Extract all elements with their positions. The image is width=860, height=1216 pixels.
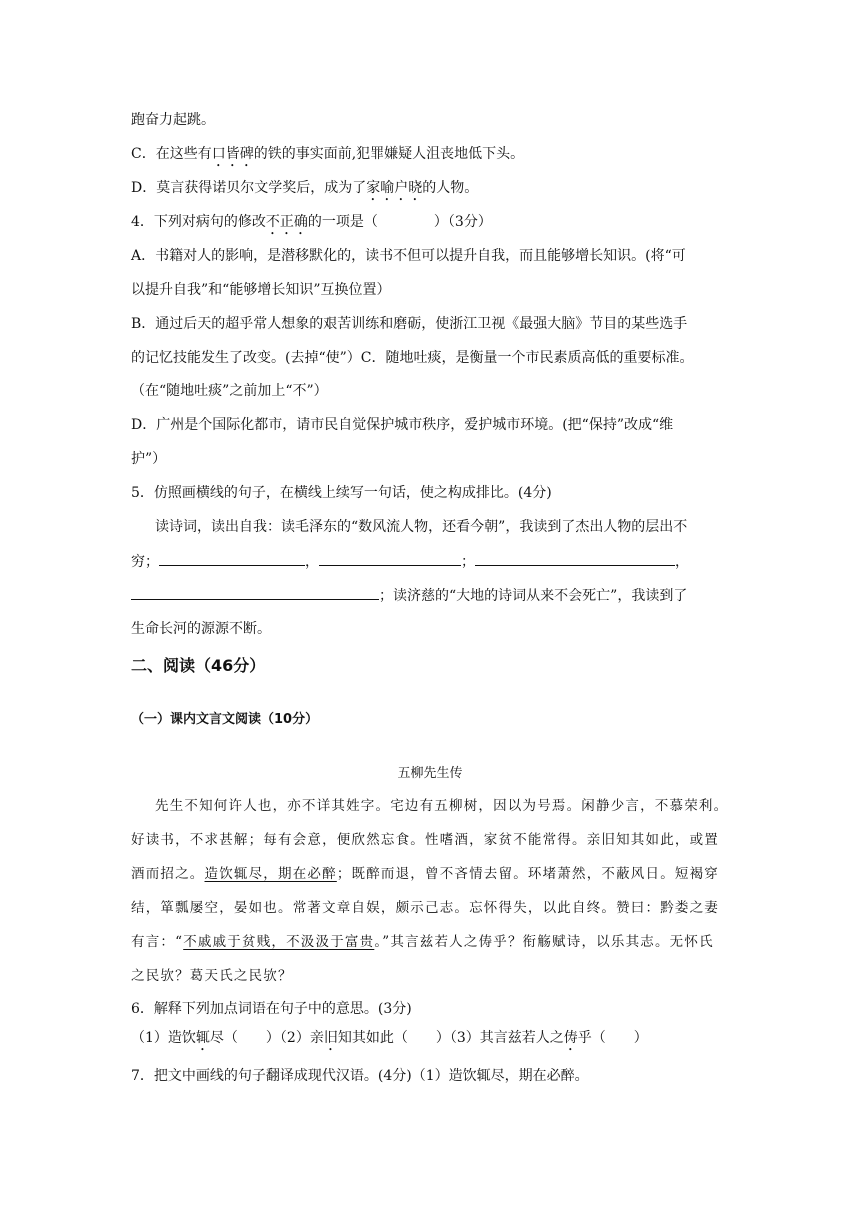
- passage-text: 有言：“: [131, 934, 184, 950]
- q6-dotted-word-1: 辄: [195, 1030, 210, 1046]
- passage-line: 先生不知何许人也，亦不详其姓字。宅边有五柳树，因以为号焉。闲静少言，不慕荣利。: [155, 798, 729, 814]
- q3-d-dotted-word: 家喻户晓: [366, 180, 423, 196]
- q4-option-c-line: （在“随地吐痰”之前加上“不”）: [131, 383, 328, 399]
- passage-text: 酒而招之。: [131, 866, 205, 882]
- passage-text: 。”其言兹若人之俦乎？衔觞赋诗，以乐其志。无怀氏: [374, 934, 714, 950]
- q7-stem: 7．把文中画线的句子翻译成现代汉语。(4分)（1）造饮辄尽，期在必醉。: [131, 1068, 589, 1084]
- q3-d-text: D．莫言获得诺贝尔文学奖后，成为了: [131, 180, 367, 196]
- q3-option-d: [131, 178, 731, 204]
- passage-line: 之民欤？葛天氏之民欤？: [131, 968, 293, 984]
- q5-stem: 5．仿照画横线的句子，在横线上续写一句话，使之构成排比。(4分): [131, 485, 552, 501]
- q6-dotted-word-2: 旧: [323, 1030, 338, 1046]
- q5-paragraph-line1: 读诗词，读出自我：读毛泽东的“数风流人物，还看今朝”，我读到了杰出人物的层出不: [155, 519, 688, 535]
- passage-text: ；既醉而退，曾不吝情去留。环堵萧然，不蔽风日。短褐穿: [336, 866, 720, 882]
- q4-stem-text-end: 的一项是（ ）（3分）: [307, 214, 492, 230]
- q5-paragraph-line3: [131, 585, 731, 606]
- q3-c-dotted-word: 口皆碑: [211, 146, 254, 162]
- passage-line: [131, 932, 731, 952]
- q4-stem-dotted-word: 不正确: [265, 214, 308, 230]
- q4-option-b-line1: B．通过后天的超乎常人想象的艰苦训练和磨砺，使浙江卫视《最强大脑》节目的某些选手: [131, 316, 688, 332]
- q4-option-d-line1: D．广州是个国际化都市，请市民自觉保护城市秩序，爱护城市环境。(把“保持”改成“维: [131, 417, 674, 433]
- passage-line: 好读书，不求甚解；每有会意，便欣然忘食。性嗜酒，家贫不能常得。亲旧知其如此，或置: [131, 832, 719, 848]
- q6-stem: 6．解释下列加点词语在句子中的意思。(3分): [131, 1001, 412, 1017]
- q4-stem-text: 4．下列对病句的修改: [131, 214, 266, 230]
- answer-blank-3[interactable]: [475, 551, 675, 566]
- q5-separator: ，: [675, 554, 689, 570]
- q5-paragraph-line2: [131, 551, 731, 572]
- q4-option-d-line2: 护”）: [131, 451, 167, 467]
- passage-line: [131, 864, 731, 884]
- q5-text: 穷；: [131, 554, 159, 570]
- q4-stem: [131, 212, 731, 238]
- q6-text: （1）造饮: [131, 1030, 196, 1046]
- q5-separator: ，: [305, 554, 319, 570]
- q4-option-a-line1: A．书籍对人的影响，是潜移默化的，读书不但可以提升自我，而且能够增长知识。(将“可: [131, 248, 686, 264]
- q3-c-text: C．在这些有: [131, 146, 212, 162]
- passage-line: 结，箪瓢屡空，晏如也。常著文章自娱，颇示己志。忘怀得失，以此自终。赞曰：黔娄之妻: [131, 900, 719, 916]
- answer-blank-1[interactable]: [159, 551, 305, 566]
- q6-items: [131, 1028, 731, 1054]
- q5-paragraph-line4: 生命长河的源源不断。: [131, 621, 271, 637]
- q3-c-text-end: 的铁的事实面前,犯罪嫌疑人沮丧地低下头。: [253, 146, 525, 162]
- q6-text: 尽（ ）（2）亲: [209, 1030, 324, 1046]
- q6-dotted-word-3: 俦: [563, 1030, 578, 1046]
- q3-option-c: [131, 144, 731, 170]
- q4-option-b-line2: 的记忆技能发生了改变。(去掉“使”）C．随地吐痰，是衡量一个市民素质高低的重要标准。: [131, 350, 694, 366]
- passage-title: 五柳先生传: [397, 766, 463, 781]
- answer-blank-2[interactable]: [319, 551, 461, 566]
- underlined-sentence-2: 不戚戚于贫贱，不汲汲于富贵: [183, 934, 375, 950]
- q6-text: 乎（ ）: [577, 1030, 648, 1046]
- q5-text: ；读济慈的“大地的诗词从来不会死亡”，我读到了: [379, 588, 688, 604]
- q3-option-b-tail: 跑奋力起跳。: [131, 112, 215, 128]
- answer-blank-4[interactable]: [131, 585, 379, 600]
- q4-option-a-line2: 以提升自我”和“能够增长知识”互换位置）: [131, 282, 391, 298]
- underlined-sentence-1: 造饮辄尽，期在必醉: [204, 866, 337, 882]
- subsection-title-classical: （一）课内文言文阅读（10分）: [131, 712, 319, 727]
- q5-separator: ；: [461, 554, 475, 570]
- q6-text: 知其如此（ ）（3）其言兹若人之: [337, 1030, 564, 1046]
- q3-d-text-end: 的人物。: [422, 180, 479, 196]
- section-title-reading: 二、阅读（46分）: [131, 656, 266, 675]
